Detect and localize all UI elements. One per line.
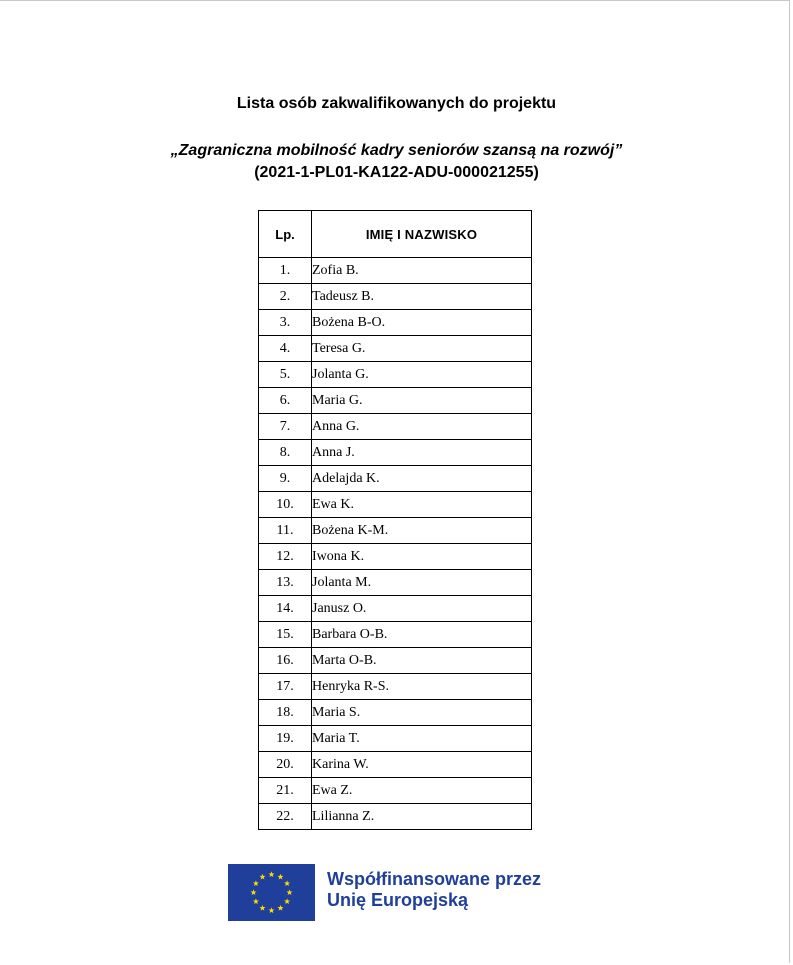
table-row (259, 726, 532, 752)
participant-name: Maria T. (312, 726, 532, 752)
table-row (259, 674, 532, 700)
row-number: 6. (259, 388, 312, 414)
eu-cofinancing-logo (228, 864, 541, 921)
participant-name: Jolanta M. (312, 570, 532, 596)
participant-name: Ewa K. (312, 492, 532, 518)
row-number: 3. (259, 310, 312, 336)
row-number: 2. (259, 284, 312, 310)
table-row (259, 336, 532, 362)
row-number: 10. (259, 492, 312, 518)
header-name: IMIĘ I NAZWISKO (312, 211, 532, 258)
table-row (259, 492, 532, 518)
project-name: „Zagraniczna mobilność kadry seniorów szansą na rozwój” (170, 142, 623, 159)
table-row (259, 700, 532, 726)
participant-name: Iwona K. (312, 544, 532, 570)
participant-name: Anna G. (312, 414, 532, 440)
row-number: 13. (259, 570, 312, 596)
header-lp: Lp. (259, 211, 312, 258)
eu-flag-icon (228, 864, 315, 921)
table-row (259, 440, 532, 466)
table-row (259, 778, 532, 804)
table-row (259, 310, 532, 336)
eu-text-line-2: Unię Europejską (327, 889, 469, 910)
row-number: 1. (259, 258, 312, 284)
participant-name: Bożena K-M. (312, 518, 532, 544)
row-number: 22. (259, 804, 312, 830)
table-row (259, 414, 532, 440)
participant-name: Karina W. (312, 752, 532, 778)
table-row (259, 258, 532, 284)
row-number: 19. (259, 726, 312, 752)
eu-text-line-1: Współfinansowane przez (327, 868, 542, 889)
table-row (259, 284, 532, 310)
table-body (259, 258, 532, 830)
row-number: 5. (259, 362, 312, 388)
table-row (259, 518, 532, 544)
participant-name: Bożena B-O. (312, 310, 532, 336)
participant-name: Maria S. (312, 700, 532, 726)
participant-name: Lilianna Z. (312, 804, 532, 830)
row-number: 17. (259, 674, 312, 700)
row-number: 16. (259, 648, 312, 674)
row-number: 12. (259, 544, 312, 570)
participant-name: Teresa G. (312, 336, 532, 362)
table-row (259, 648, 532, 674)
project-code: (2021-1-PL01-KA122-ADU-000021255) (254, 164, 539, 181)
row-number: 14. (259, 596, 312, 622)
participant-name: Jolanta G. (312, 362, 532, 388)
participants-table (258, 210, 532, 830)
participant-name: Maria G. (312, 388, 532, 414)
table-row (259, 622, 532, 648)
row-number: 18. (259, 700, 312, 726)
table-row (259, 752, 532, 778)
row-number: 20. (259, 752, 312, 778)
eu-cofinancing-text (327, 869, 541, 911)
participant-name: Marta O-B. (312, 648, 532, 674)
participant-name: Adelajda K. (312, 466, 532, 492)
row-number: 15. (259, 622, 312, 648)
table-row (259, 804, 532, 830)
table-row (259, 544, 532, 570)
table-row (259, 388, 532, 414)
row-number: 7. (259, 414, 312, 440)
document-title: Lista osób zakwalifikowanych do projektu (236, 95, 557, 112)
row-number: 8. (259, 440, 312, 466)
participant-name: Anna J. (312, 440, 532, 466)
participant-name: Janusz O. (312, 596, 532, 622)
participant-name: Henryka R-S. (312, 674, 532, 700)
row-number: 9. (259, 466, 312, 492)
table-header-row (259, 211, 532, 258)
row-number: 11. (259, 518, 312, 544)
participant-name: Barbara O-B. (312, 622, 532, 648)
table-row (259, 596, 532, 622)
row-number: 4. (259, 336, 312, 362)
participant-name: Tadeusz B. (312, 284, 532, 310)
row-number: 21. (259, 778, 312, 804)
table-row (259, 466, 532, 492)
table-row (259, 570, 532, 596)
participant-name: Zofia B. (312, 258, 532, 284)
participant-name: Ewa Z. (312, 778, 532, 804)
table-row (259, 362, 532, 388)
